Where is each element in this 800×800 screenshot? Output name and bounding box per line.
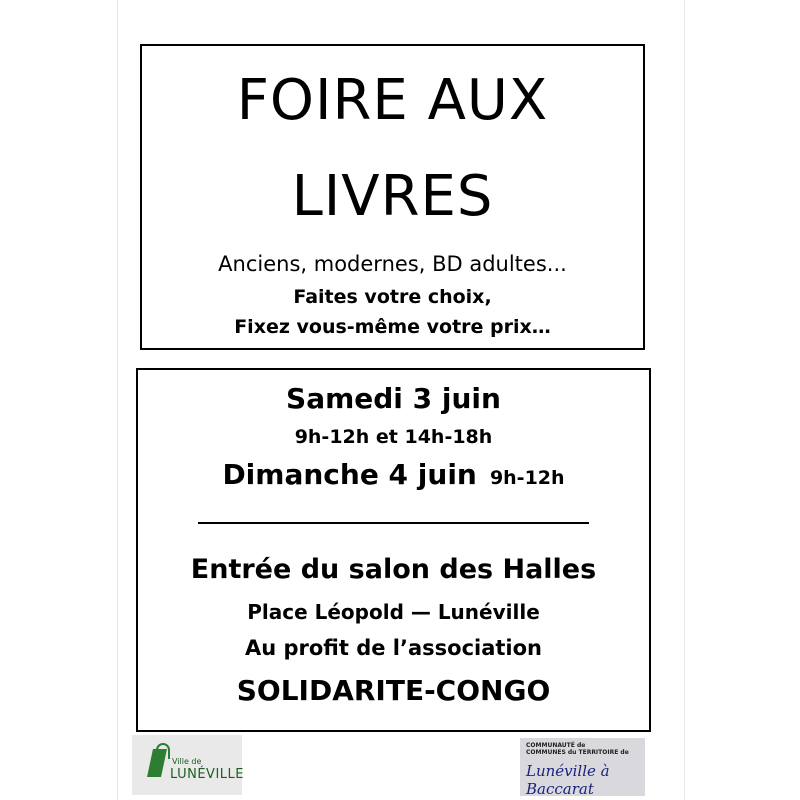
communaute-logo-line2: COMMUNES du TERRITOIRE de <box>526 749 629 756</box>
location: Entrée du salon des Halles <box>190 554 597 585</box>
choice-line: Faites votre choix, <box>293 286 492 308</box>
communaute-logo-line3: Lunéville à Baccarat <box>526 762 610 798</box>
luneville-logo-name: LUNÉVILLE <box>170 767 244 782</box>
address: Place Léopold — Lunéville <box>247 600 540 624</box>
communaute-logo <box>520 738 645 796</box>
communaute-logo-line1: COMMUNAUTÉ de <box>526 742 586 749</box>
sunday-row <box>138 458 649 491</box>
luneville-emblem-bar <box>147 749 167 777</box>
details-box <box>136 368 651 732</box>
luneville-logo-small: Ville de <box>172 757 202 766</box>
title-line-2: LIVRES <box>291 164 494 229</box>
saturday-date: Samedi 3 juin <box>286 382 501 415</box>
separator-rule <box>198 522 589 524</box>
benefit-line: Au profit de l’association <box>244 636 543 660</box>
subtitle: Anciens, modernes, BD adultes... <box>218 252 567 276</box>
sunday-hours: 9h-12h <box>489 467 565 489</box>
price-line: Fixez vous-même votre prix… <box>234 316 551 338</box>
saturday-hours: 9h-12h et 14h-18h <box>294 426 493 448</box>
headline-box <box>140 44 645 350</box>
title-line-1: FOIRE AUX <box>236 68 549 133</box>
luneville-logo <box>132 735 242 795</box>
sunday-date: Dimanche 4 juin <box>222 458 477 491</box>
association-name: SOLIDARITE-CONGO <box>236 674 551 707</box>
